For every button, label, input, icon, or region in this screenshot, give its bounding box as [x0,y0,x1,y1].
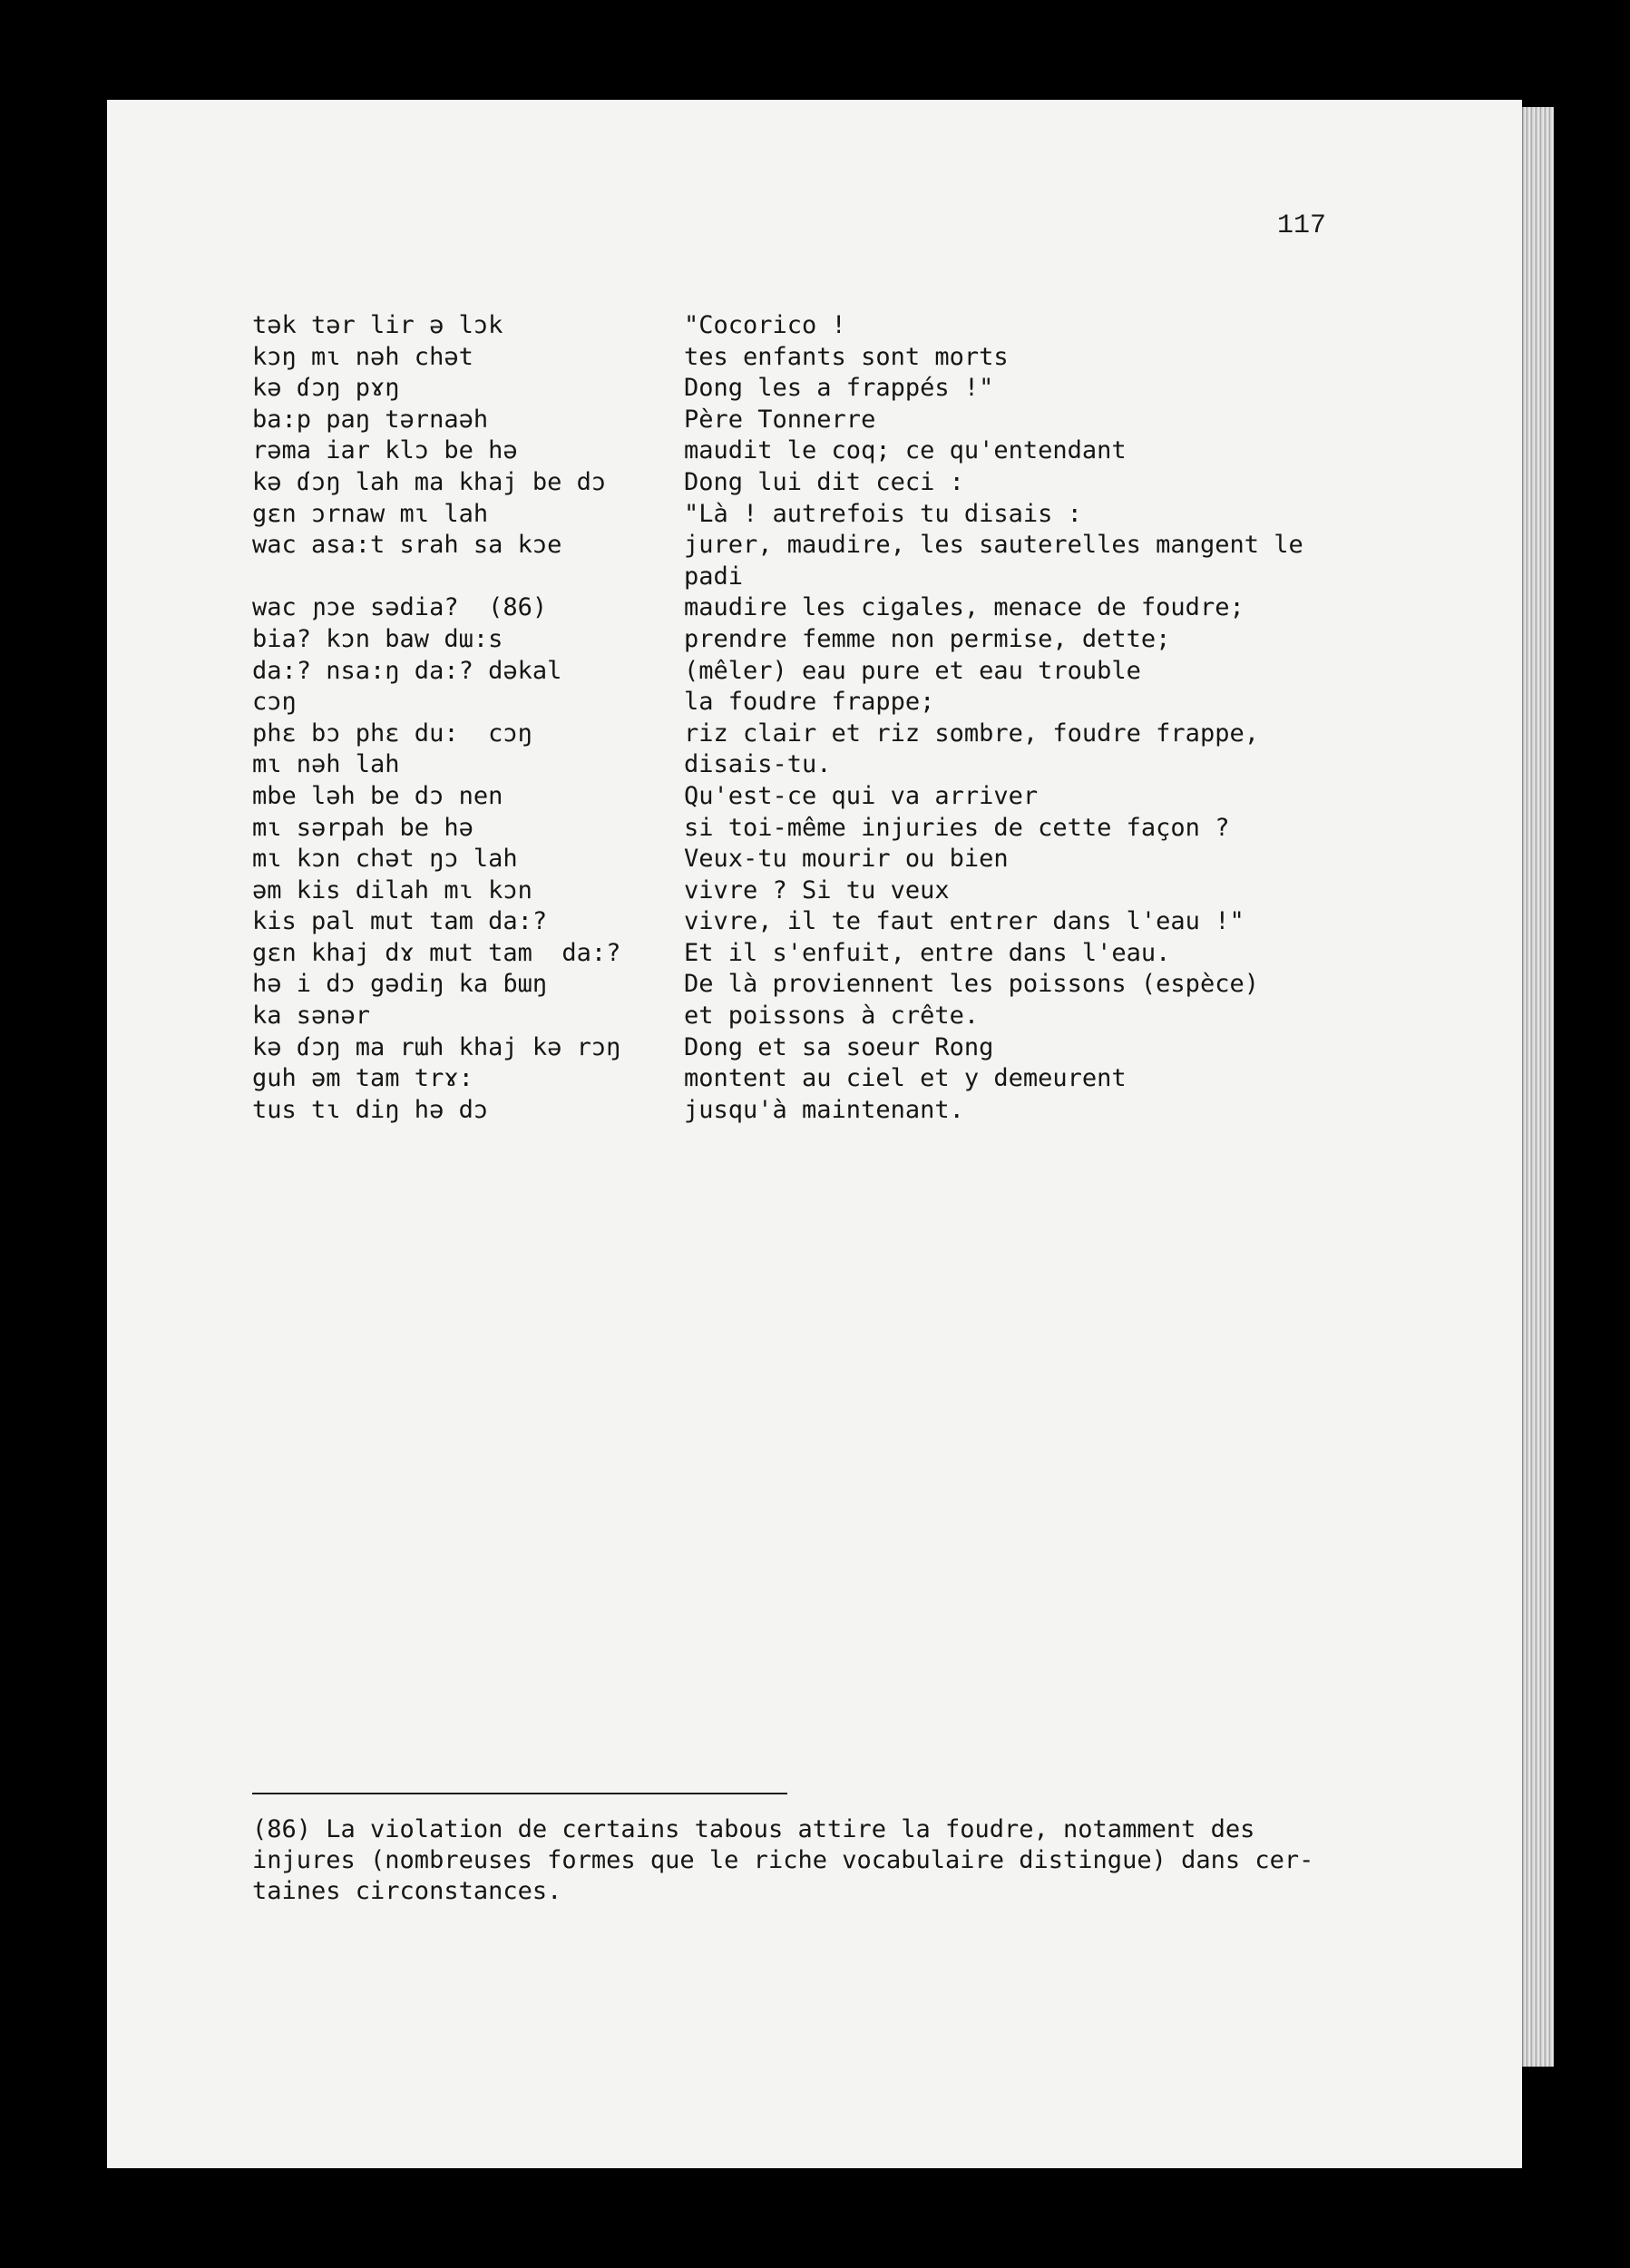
vernacular-text: mɩ nəh lah [252,750,400,779]
text-line [252,1063,1440,1095]
french-translation: jurer, maudire, les sauterelles mangent le [684,531,1303,560]
vernacular-text: kə ɗɔŋ pɤŋ [252,374,400,403]
vernacular-text: da:? nsa:ŋ da:? dəkal [252,656,562,685]
text-line [252,1001,1440,1032]
vernacular-text: hə i dɔ gədiŋ ka ɓɯŋ [252,970,548,999]
french-translation: et poissons à crête. [684,1002,980,1031]
vernacular-text: cɔŋ [252,688,297,717]
vernacular-text: kis pal mut tam da:? [252,907,548,936]
vernacular-text: rəma iar klɔ be hə [252,436,518,465]
footnote-line: injures (nombreuses formes que le riche vocabulaire distingue) dans cer- [252,1846,1314,1874]
vernacular-text: tək tər lir ə lɔk [252,311,503,339]
text-line [252,405,1440,436]
footnote-line: (86) La violation de certains tabous attire la foudre, notamment des [252,1815,1255,1843]
text-line [252,467,1440,499]
vernacular-text: mɩ kɔn chət ŋɔ lah [252,845,518,874]
text-line [252,435,1440,467]
vernacular-text: kə ɗɔŋ ma rɯh khaj kə rɔŋ [252,1032,621,1061]
french-translation: si toi-même injuries de cette façon ? [684,813,1230,842]
vernacular-text: kɔŋ mɩ nəh chət [252,342,473,371]
text-line [252,656,1440,688]
text-line [252,687,1440,719]
text-line [252,813,1440,845]
french-translation: "Cocorico ! [684,311,846,339]
vernacular-text: kə ɗɔŋ lah ma khaj be dɔ [252,467,607,496]
french-translation: Qu'est-ce qui va arriver [684,781,1039,810]
french-translation: Père Tonnerre [684,405,876,434]
french-translation: vivre, il te faut entrer dans l'eau !" [684,907,1244,936]
french-translation: montent au ciel et y demeurent [684,1064,1127,1093]
text-line [252,969,1440,1001]
text-line [252,373,1440,405]
text-line [252,875,1440,907]
french-translation: De là proviennent les poissons (espèce) [684,970,1259,999]
text-line [252,310,1440,342]
text-line [252,530,1440,562]
vernacular-text: əm kis dilah mɩ kɔn [252,875,532,904]
french-translation: jusqu'à maintenant. [684,1095,964,1124]
vernacular-text: mbe ləh be dɔ nen [252,781,503,810]
french-translation: Dong lui dit ceci : [684,467,964,496]
vernacular-text: wac ɲɔe sədia? (86) [252,593,548,622]
french-translation: la foudre frappe; [684,688,935,717]
french-translation: prendre femme non permise, dette; [684,624,1171,653]
text-line [252,844,1440,875]
vernacular-text: ka sənər [252,1002,371,1031]
show-through-text [143,200,992,263]
text-line [252,592,1440,624]
french-translation: maudire les cigales, menace de foudre; [684,593,1244,622]
page [107,100,1522,2168]
vernacular-text: phɛ bɔ phɛ du: cɔŋ [252,719,532,748]
vernacular-text: wac asa:t srah sa kɔe [252,531,562,560]
french-translation: Dong les a frappés !" [684,374,994,403]
text-line [252,1032,1440,1064]
french-translation: padi [684,562,744,591]
french-translation: maudit le coq; ce qu'entendant [684,436,1127,465]
french-translation: Dong et sa soeur Rong [684,1032,994,1061]
page-number: 117 [1277,210,1327,241]
vernacular-text: gɛn ɔrnaw mɩ lah [252,499,489,528]
text-line [252,719,1440,750]
french-translation: disais-tu. [684,750,832,779]
footnote-line: taines circonstances. [252,1877,562,1905]
text-line [252,749,1440,781]
french-translation: Et il s'enfuit, entre dans l'eau. [684,938,1171,967]
text-line [252,938,1440,970]
french-translation: Veux-tu mourir ou bien [684,845,1009,874]
vernacular-text: guh əm tam trɤ: [252,1064,473,1093]
vernacular-text: ba:p paŋ tərnaəh [252,405,489,434]
french-translation: riz clair et riz sombre, foudre frappe, [684,719,1259,748]
vernacular-text: gɛn khaj dɤ mut tam da:? [252,938,621,967]
french-translation: (mêler) eau pure et eau trouble [684,656,1141,685]
text-line [252,1095,1440,1127]
text-line [252,342,1440,374]
vernacular-text: mɩ sərpah be hə [252,813,473,842]
text-line [252,906,1440,938]
text-line [252,781,1440,813]
bilingual-text-block [252,310,1440,1126]
text-line [252,499,1440,531]
french-translation: tes enfants sont morts [684,342,1009,371]
footnote-divider [252,1793,787,1794]
text-line [252,624,1440,656]
text-line [252,562,1440,593]
vernacular-text: bia? kɔn baw dɯ:s [252,624,503,653]
french-translation: "Là ! autrefois tu disais : [684,499,1082,528]
footnote [252,1814,1314,1907]
french-translation: vivre ? Si tu veux [684,875,950,904]
vernacular-text [252,562,684,593]
vernacular-text: tus tɩ diŋ hə dɔ [252,1095,489,1124]
